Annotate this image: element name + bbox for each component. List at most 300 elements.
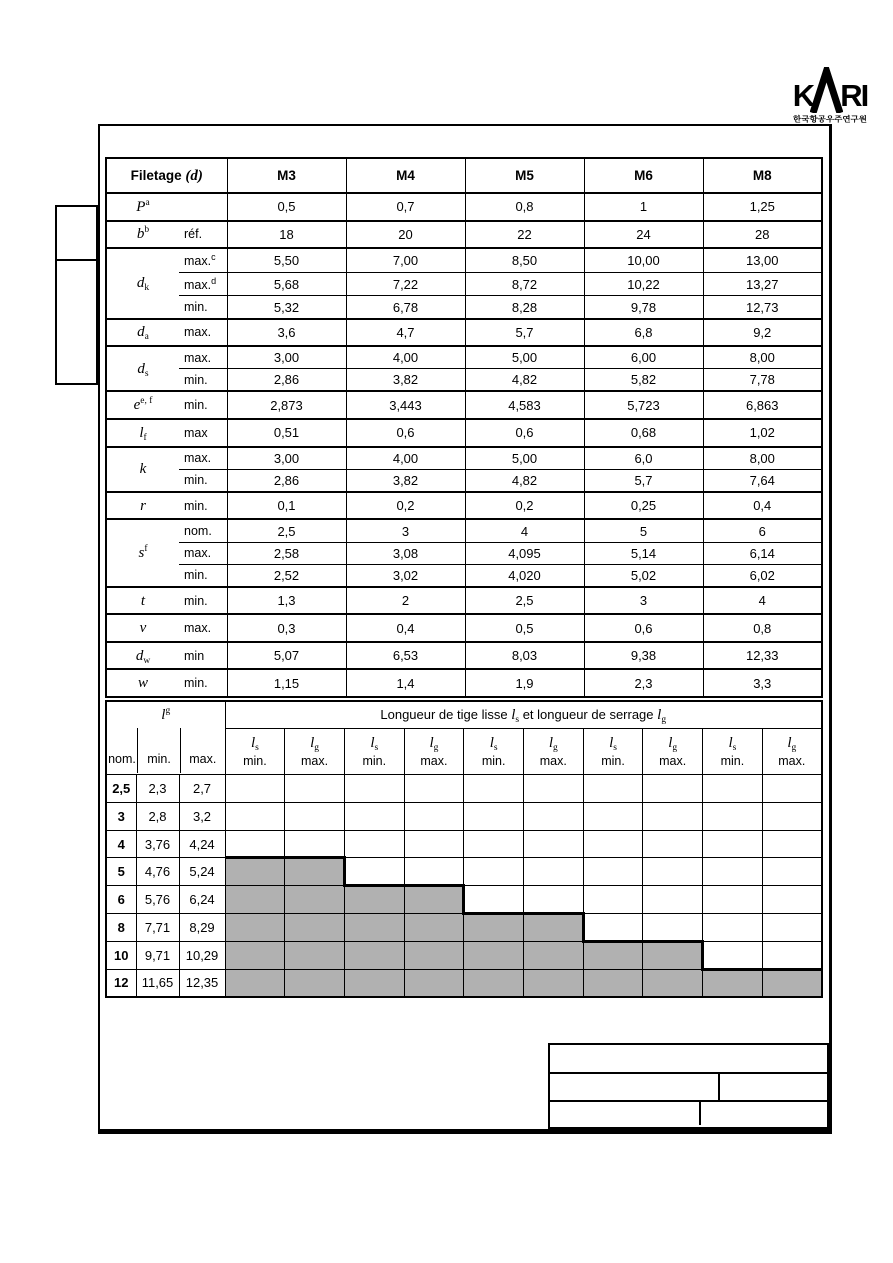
value-cell: 2,5 (227, 519, 346, 542)
length-cell (643, 830, 703, 858)
nominal-cell: 3 (106, 802, 136, 830)
value-cell: 10,00 (584, 248, 703, 272)
value-cell: 4,82 (465, 469, 584, 492)
symbol-cell: $e^{e, f}$ (106, 391, 179, 419)
max-cell: 6,24 (179, 886, 225, 914)
length-cell (762, 858, 822, 886)
length-cell (703, 858, 763, 886)
value-cell: 6,14 (703, 542, 822, 564)
value-cell: 5,82 (584, 369, 703, 392)
length-cell (523, 886, 583, 914)
value-cell: 3,82 (346, 469, 465, 492)
excluded-length-cell (225, 969, 285, 997)
spec-row (106, 296, 822, 319)
pair-header-cell: $l_g$ max. (285, 729, 345, 775)
title-block-cell (550, 1074, 720, 1100)
value-cell: 5,723 (584, 391, 703, 419)
spec-row (106, 587, 822, 615)
symbol-cell: k (106, 447, 179, 492)
length-cell (523, 858, 583, 886)
length-cell (703, 914, 763, 942)
value-cell: 4 (703, 587, 822, 615)
value-cell: 0,68 (584, 419, 703, 447)
column-header: M4 (346, 158, 465, 193)
thread-header-cell: Filetage (d) (106, 158, 227, 193)
max-cell: 3,2 (179, 802, 225, 830)
kari-logo-subtext: 한국항공우주연구원 (793, 114, 867, 124)
length-cell (464, 830, 524, 858)
excluded-length-cell (225, 886, 285, 914)
value-cell: 2 (346, 587, 465, 615)
excluded-length-cell (225, 858, 285, 886)
value-cell: 1,3 (227, 587, 346, 615)
min-cell: 2,3 (136, 775, 179, 803)
length-cell (404, 830, 464, 858)
value-cell: 0,6 (584, 614, 703, 642)
value-cell: 8,03 (465, 642, 584, 670)
value-cell: 8,00 (703, 447, 822, 470)
excluded-length-cell (464, 914, 524, 942)
excluded-length-cell (285, 941, 345, 969)
pair-header-cell: $l_g$ max. (643, 729, 703, 775)
value-cell: 0,5 (465, 614, 584, 642)
qualifier-cell: max.$^c$ (179, 248, 227, 272)
value-cell: 12,73 (703, 296, 822, 319)
value-cell: 13,27 (703, 272, 822, 296)
length-row (106, 858, 822, 886)
qualifier-cell: min. (179, 492, 227, 520)
length-cell (643, 775, 703, 803)
length-cell (344, 802, 404, 830)
spec-row (106, 564, 822, 587)
nominal-cell: 6 (106, 886, 136, 914)
excluded-length-cell (464, 941, 524, 969)
column-header: M8 (703, 158, 822, 193)
length-corner-cell (106, 701, 225, 775)
excluded-length-cell (344, 941, 404, 969)
value-cell: 1 (584, 193, 703, 221)
value-cell: 5,50 (227, 248, 346, 272)
value-cell: 6 (703, 519, 822, 542)
excluded-length-cell (285, 969, 345, 997)
max-cell: 8,29 (179, 914, 225, 942)
column-header: M5 (465, 158, 584, 193)
value-cell: 0,1 (227, 492, 346, 520)
excluded-length-cell (643, 941, 703, 969)
value-cell: 3,3 (703, 669, 822, 697)
excluded-length-cell (464, 969, 524, 997)
value-cell: 10,22 (584, 272, 703, 296)
value-cell: 20 (346, 221, 465, 249)
margin-box-top (55, 205, 98, 261)
excluded-length-cell (404, 886, 464, 914)
length-cell (703, 886, 763, 914)
spec-row (106, 391, 822, 419)
title-block-row-1 (550, 1045, 827, 1074)
column-header: M3 (227, 158, 346, 193)
value-cell: 6,00 (584, 346, 703, 369)
length-cell (583, 858, 643, 886)
kari-peak-icon (810, 67, 843, 113)
value-cell: 1,9 (465, 669, 584, 697)
max-cell: 4,24 (179, 830, 225, 858)
min-cell: 11,65 (136, 969, 179, 997)
excluded-length-cell (344, 914, 404, 942)
length-cell (583, 775, 643, 803)
value-cell: 0,4 (703, 492, 822, 520)
length-cell (344, 858, 404, 886)
value-cell: 6,53 (346, 642, 465, 670)
excluded-length-cell (404, 914, 464, 942)
spec-row (106, 369, 822, 392)
min-cell: 2,8 (136, 802, 179, 830)
excluded-length-cell (285, 858, 345, 886)
length-row (106, 775, 822, 803)
length-row (106, 830, 822, 858)
kari-logo (773, 71, 887, 124)
symbol-cell: $s^f$ (106, 519, 179, 586)
length-cell (225, 830, 285, 858)
spec-row (106, 419, 822, 447)
length-cell (523, 802, 583, 830)
value-cell: 18 (227, 221, 346, 249)
spec-row (106, 642, 822, 670)
spec-row (106, 272, 822, 296)
value-cell: 5,00 (465, 346, 584, 369)
length-cell (404, 775, 464, 803)
length-cell (464, 886, 524, 914)
value-cell: 3,6 (227, 319, 346, 347)
value-cell: 12,33 (703, 642, 822, 670)
length-row (106, 941, 822, 969)
value-cell: 7,00 (346, 248, 465, 272)
value-cell: 4,583 (465, 391, 584, 419)
value-cell: 0,6 (346, 419, 465, 447)
length-cell (344, 775, 404, 803)
length-cell (583, 914, 643, 942)
length-cell (643, 802, 703, 830)
value-cell: 8,00 (703, 346, 822, 369)
length-cell (464, 775, 524, 803)
qualifier-cell: min. (179, 296, 227, 319)
value-cell: 22 (465, 221, 584, 249)
value-cell: 0,4 (346, 614, 465, 642)
length-cell (643, 886, 703, 914)
excluded-length-cell (523, 941, 583, 969)
qualifier-cell: min. (179, 564, 227, 587)
length-cell (285, 802, 345, 830)
length-cell (523, 775, 583, 803)
value-cell: 2,86 (227, 369, 346, 392)
value-cell: 0,6 (465, 419, 584, 447)
length-row (106, 969, 822, 997)
spec-row (106, 614, 822, 642)
length-cell (583, 830, 643, 858)
margin-box-bottom (55, 259, 98, 385)
pair-header-cell: $l_s$ min. (703, 729, 763, 775)
value-cell: 9,78 (584, 296, 703, 319)
length-cell (404, 858, 464, 886)
length-left-headers (107, 728, 225, 773)
value-cell: 1,02 (703, 419, 822, 447)
qualifier-cell: max (179, 419, 227, 447)
spec-row (106, 669, 822, 697)
excluded-length-cell (285, 886, 345, 914)
pair-header-cell: $l_g$ max. (523, 729, 583, 775)
value-cell: 3,443 (346, 391, 465, 419)
value-cell: 0,2 (346, 492, 465, 520)
value-cell: 8,28 (465, 296, 584, 319)
qualifier-cell (179, 193, 227, 221)
value-cell: 7,78 (703, 369, 822, 392)
value-cell: 2,5 (465, 587, 584, 615)
spec-table (105, 157, 823, 698)
title-block-row-3 (550, 1102, 827, 1125)
min-cell: 7,71 (136, 914, 179, 942)
value-cell: 3 (584, 587, 703, 615)
excluded-length-cell (344, 969, 404, 997)
length-cell (762, 914, 822, 942)
value-cell: 9,38 (584, 642, 703, 670)
spec-row (106, 319, 822, 347)
value-cell: 2,86 (227, 469, 346, 492)
nominal-cell: 10 (106, 941, 136, 969)
qualifier-cell: min (179, 642, 227, 670)
max-cell: 5,24 (179, 858, 225, 886)
length-cell (643, 858, 703, 886)
spec-row (106, 542, 822, 564)
excluded-length-cell (643, 969, 703, 997)
value-cell: 5,68 (227, 272, 346, 296)
nominal-cell: 2,5 (106, 775, 136, 803)
symbol-cell: $d_a$ (106, 319, 179, 347)
value-cell: 4,020 (465, 564, 584, 587)
qualifier-cell: max. (179, 319, 227, 347)
excluded-length-cell (583, 941, 643, 969)
value-cell: 0,51 (227, 419, 346, 447)
title-block-row-2 (550, 1074, 827, 1102)
spec-row (106, 492, 822, 520)
value-cell: 28 (703, 221, 822, 249)
value-cell: 9,2 (703, 319, 822, 347)
max-cell: 2,7 (179, 775, 225, 803)
page-frame (98, 124, 832, 1134)
value-cell: 0,7 (346, 193, 465, 221)
qualifier-cell: min. (179, 469, 227, 492)
value-cell: 3 (346, 519, 465, 542)
value-cell: 0,8 (703, 614, 822, 642)
length-cell (762, 775, 822, 803)
pair-header-cell: $l_s$ min. (464, 729, 524, 775)
length-cell (762, 886, 822, 914)
value-cell: 2,3 (584, 669, 703, 697)
value-cell: 4 (465, 519, 584, 542)
spec-row (106, 469, 822, 492)
spec-row (106, 221, 822, 249)
length-cell (344, 830, 404, 858)
length-cell (225, 775, 285, 803)
qualifier-cell: max. (179, 447, 227, 470)
spec-header-row (106, 158, 822, 193)
pair-header-cell: $l_s$ min. (344, 729, 404, 775)
value-cell: 0,3 (227, 614, 346, 642)
spec-row (106, 519, 822, 542)
value-cell: 5,02 (584, 564, 703, 587)
length-cell (464, 858, 524, 886)
max-header: max. (180, 728, 225, 773)
spec-row (106, 447, 822, 470)
excluded-length-cell (285, 914, 345, 942)
excluded-length-cell (583, 969, 643, 997)
value-cell: 7,22 (346, 272, 465, 296)
pair-header-cell: $l_s$ min. (583, 729, 643, 775)
column-header: M6 (584, 158, 703, 193)
qualifier-cell: min. (179, 391, 227, 419)
value-cell: 3,08 (346, 542, 465, 564)
value-cell: 8,50 (465, 248, 584, 272)
value-cell: 2,58 (227, 542, 346, 564)
value-cell: 3,00 (227, 447, 346, 470)
min-cell: 3,76 (136, 830, 179, 858)
max-cell: 10,29 (179, 941, 225, 969)
symbol-cell: $d_s$ (106, 346, 179, 391)
length-cell (285, 775, 345, 803)
excluded-length-cell (762, 969, 822, 997)
pair-header-cell: $l_s$ min. (225, 729, 285, 775)
length-cell (703, 802, 763, 830)
spec-row (106, 248, 822, 272)
max-cell: 12,35 (179, 969, 225, 997)
excluded-length-cell (523, 914, 583, 942)
title-block-cell (550, 1102, 701, 1125)
value-cell: 3,00 (227, 346, 346, 369)
symbol-cell: $b^b$ (106, 221, 179, 249)
value-cell: 7,64 (703, 469, 822, 492)
value-cell: 0,25 (584, 492, 703, 520)
value-cell: 2,52 (227, 564, 346, 587)
value-cell: 8,72 (465, 272, 584, 296)
length-row (106, 886, 822, 914)
value-cell: 1,25 (703, 193, 822, 221)
kari-logo-text-left: K (792, 78, 814, 113)
value-cell: 5,00 (465, 447, 584, 470)
value-cell: 1,4 (346, 669, 465, 697)
length-cell (523, 830, 583, 858)
value-cell: 13,00 (703, 248, 822, 272)
spec-row (106, 193, 822, 221)
value-cell: 5,14 (584, 542, 703, 564)
qualifier-cell: max. (179, 542, 227, 564)
min-header: min. (137, 728, 180, 773)
nominal-cell: 4 (106, 830, 136, 858)
symbol-cell: $l_f$ (106, 419, 179, 447)
symbol-cell: w (106, 669, 179, 697)
symbol-cell: $d_w$ (106, 642, 179, 670)
excluded-length-cell (523, 969, 583, 997)
min-cell: 5,76 (136, 886, 179, 914)
length-row (106, 802, 822, 830)
length-cell (703, 941, 763, 969)
length-cell (464, 802, 524, 830)
length-cell (583, 886, 643, 914)
qualifier-cell: min. (179, 587, 227, 615)
qualifier-cell: nom. (179, 519, 227, 542)
value-cell: 0,2 (465, 492, 584, 520)
length-cell (762, 941, 822, 969)
value-cell: 5,7 (584, 469, 703, 492)
min-cell: 4,76 (136, 858, 179, 886)
excluded-length-cell (404, 969, 464, 997)
value-cell: 4,82 (465, 369, 584, 392)
excluded-length-cell (225, 941, 285, 969)
pair-header-cell: $l_g$ max. (404, 729, 464, 775)
value-cell: 6,863 (703, 391, 822, 419)
length-cell (285, 830, 345, 858)
value-cell: 3,02 (346, 564, 465, 587)
pair-header-cell: $l_g$ max. (762, 729, 822, 775)
length-cell (762, 830, 822, 858)
value-cell: 4,00 (346, 346, 465, 369)
value-cell: 4,00 (346, 447, 465, 470)
qualifier-cell: min. (179, 369, 227, 392)
value-cell: 4,7 (346, 319, 465, 347)
title-block (548, 1043, 829, 1129)
value-cell: 5 (584, 519, 703, 542)
value-cell: 0,8 (465, 193, 584, 221)
length-cell (762, 802, 822, 830)
excluded-length-cell (225, 914, 285, 942)
length-cell (583, 802, 643, 830)
spec-row (106, 346, 822, 369)
symbol-cell: t (106, 587, 179, 615)
symbol-cell: $d_k$ (106, 248, 179, 319)
qualifier-cell: min. (179, 669, 227, 697)
value-cell: 3,82 (346, 369, 465, 392)
value-cell: 0,5 (227, 193, 346, 221)
length-header-row-1 (106, 701, 822, 729)
value-cell: 6,78 (346, 296, 465, 319)
nominal-cell: 5 (106, 858, 136, 886)
nominal-cell: 8 (106, 914, 136, 942)
symbol-cell: r (106, 492, 179, 520)
value-cell: 4,095 (465, 542, 584, 564)
qualifier-cell: max. (179, 614, 227, 642)
qualifier-cell: max. (179, 346, 227, 369)
value-cell: 5,07 (227, 642, 346, 670)
min-cell: 9,71 (136, 941, 179, 969)
qualifier-cell: max.$^d$ (179, 272, 227, 296)
value-cell: 6,8 (584, 319, 703, 347)
kari-logo-letters (773, 71, 887, 113)
value-cell: 24 (584, 221, 703, 249)
length-cell (225, 802, 285, 830)
value-cell: 5,32 (227, 296, 346, 319)
qualifier-cell: réf. (179, 221, 227, 249)
symbol-cell: $P^a$ (106, 193, 179, 221)
kari-logo-text-right: RI (840, 78, 868, 113)
length-corner-symbol: $l^g$ (161, 705, 171, 723)
length-table (105, 700, 823, 998)
excluded-length-cell (404, 941, 464, 969)
length-cell (404, 802, 464, 830)
excluded-length-cell (703, 969, 763, 997)
excluded-length-cell (344, 886, 404, 914)
length-row (106, 914, 822, 942)
symbol-cell: v (106, 614, 179, 642)
length-cell (703, 775, 763, 803)
value-cell: 1,15 (227, 669, 346, 697)
nominal-cell: 12 (106, 969, 136, 997)
